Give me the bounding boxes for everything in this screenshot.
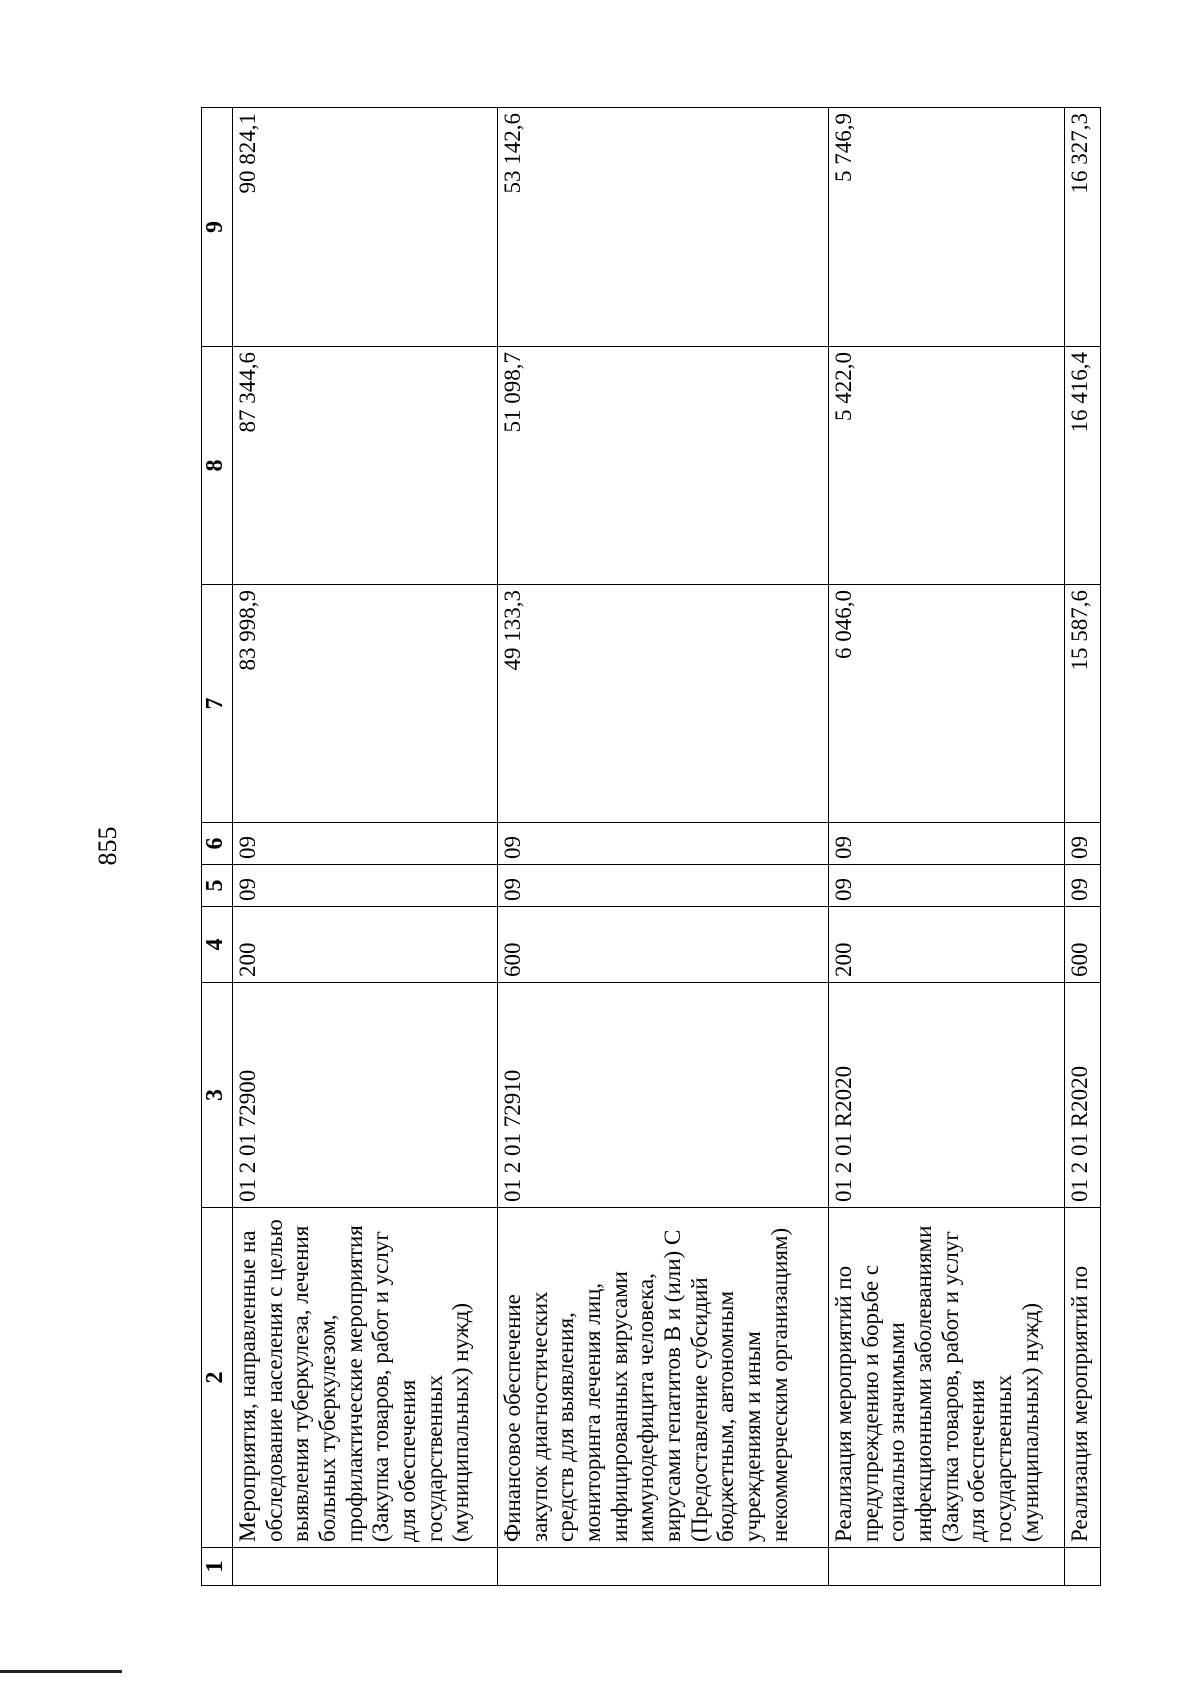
description-cell: Мероприятия, направленные на обследование населения с целью выявления туберкулеза, лечения больных туберкулезом, профилактические мероприятия (Закупка товаров, работ и услуг для обеспечения государственных (муниципальных) нужд) xyxy=(233,1208,498,1548)
amount-col8-cell: 51 098,7 xyxy=(498,347,829,585)
table-row xyxy=(1065,108,1101,1586)
description-cell: Реализация мероприятий по xyxy=(1065,1208,1101,1548)
subsection-cell: 09 xyxy=(498,823,829,865)
amount-col8-cell: 5 422,0 xyxy=(829,347,1065,585)
col-header-8: 8 xyxy=(202,347,233,585)
amount-col7-cell: 6 046,0 xyxy=(829,585,1065,823)
amount-col9-cell: 16 327,3 xyxy=(1065,108,1101,347)
col-header-9: 9 xyxy=(202,108,233,347)
expense-type-cell: 200 xyxy=(233,907,498,983)
table-row xyxy=(498,108,829,1586)
expense-type-cell: 200 xyxy=(829,907,1065,983)
row-number-cell xyxy=(498,1548,829,1586)
row-number-cell xyxy=(829,1548,1065,1586)
header-row xyxy=(202,108,233,1586)
target-article-cell: 01 2 01 R2020 xyxy=(1065,983,1101,1208)
budget-table-container xyxy=(201,108,1101,1586)
section-cell: 09 xyxy=(233,865,498,907)
description-cell: Финансовое обеспечение закупок диагностических средств для выявления, мониторинга лечения лиц, инфицированных вирусами иммунодефицита человека, вирусами гепатитов В и (или) С (Предоставление субсидий бюджетным, автономным учреждениям и иным некоммерческим организациям) xyxy=(498,1208,829,1548)
col-header-5: 5 xyxy=(202,865,233,907)
amount-col7-cell: 15 587,6 xyxy=(1065,585,1101,823)
expense-type-cell: 600 xyxy=(1065,907,1101,983)
col-header-3: 3 xyxy=(202,983,233,1208)
amount-col9-cell: 53 142,6 xyxy=(498,108,829,347)
row-number-cell xyxy=(1065,1548,1101,1586)
section-cell: 09 xyxy=(829,865,1065,907)
subsection-cell: 09 xyxy=(1065,823,1101,865)
table-row xyxy=(829,108,1065,1586)
amount-col8-cell: 87 344,6 xyxy=(233,347,498,585)
target-article-cell: 01 2 01 R2020 xyxy=(829,983,1065,1208)
section-cell: 09 xyxy=(498,865,829,907)
col-header-6: 6 xyxy=(202,823,233,865)
col-header-7: 7 xyxy=(202,585,233,823)
budget-table xyxy=(201,107,1101,1586)
col-header-1: 1 xyxy=(202,1548,233,1586)
subsection-cell: 09 xyxy=(233,823,498,865)
amount-col9-cell: 5 746,9 xyxy=(829,108,1065,347)
target-article-cell: 01 2 01 72900 xyxy=(233,983,498,1208)
col-header-4: 4 xyxy=(202,907,233,983)
section-cell: 09 xyxy=(1065,865,1101,907)
amount-col7-cell: 83 998,9 xyxy=(233,585,498,823)
amount-col7-cell: 49 133,3 xyxy=(498,585,829,823)
page-number: 855 xyxy=(93,826,122,866)
amount-col9-cell: 90 824,1 xyxy=(233,108,498,347)
col-header-2: 2 xyxy=(202,1208,233,1548)
description-cell: Реализация мероприятий по предупреждению и борьбе с социально значимыми инфекционными заболеваниями (Закупка товаров, работ и услуг для обеспечения государственных (муниципальных) нужд) xyxy=(829,1208,1065,1548)
subsection-cell: 09 xyxy=(829,823,1065,865)
table-row xyxy=(233,108,498,1586)
expense-type-cell: 600 xyxy=(498,907,829,983)
amount-col8-cell: 16 416,4 xyxy=(1065,347,1101,585)
page-edge-rule xyxy=(0,1670,122,1673)
target-article-cell: 01 2 01 72910 xyxy=(498,983,829,1208)
row-number-cell xyxy=(233,1548,498,1586)
